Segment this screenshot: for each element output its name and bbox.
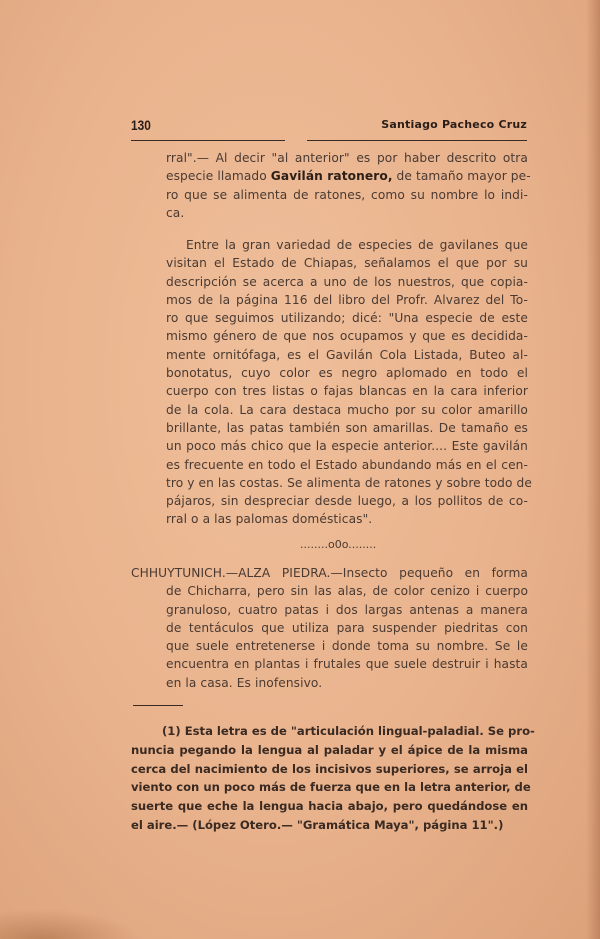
text-line: rral o a las palomas domésticas". — [166, 512, 373, 527]
text-line: ca. — [166, 205, 185, 220]
footnote-line: (1) Esta letra es de "articulación lingual-paladial. Se pro- — [162, 724, 535, 738]
header-rule-right — [307, 140, 527, 141]
page-edge-shadow — [586, 0, 600, 939]
header-rule-left — [131, 140, 285, 141]
footnote-line: cerca del nacimiento de los incisivos superiores, se arroja el — [131, 761, 528, 776]
text-line: mos de la página 116 del libro del Profr. Alvarez del To- — [166, 292, 528, 307]
text-line: ro que seguimos utilizando; dicé: "Una especie de este — [166, 311, 528, 326]
text-line: descripción se acerca a uno de los nuestros, que copia- — [166, 274, 528, 289]
text-line: ro que se alimenta de ratones, como su nombre lo indi- — [166, 187, 528, 202]
page-number: 130 — [131, 117, 151, 133]
text-line: pájaros, sin despreciar desde luego, a los pollitos de co- — [166, 494, 528, 509]
text-line: de la cola. La cara destaca mucho por su color amarillo — [166, 402, 528, 417]
footnote-line: viento con un poco más de fuerza que en la letra anterior, de — [131, 780, 531, 795]
text-line: es frecuente en todo el Estado abundando más en el cen- — [166, 457, 528, 472]
text-line: Entre la gran variedad de especies de gavilanes que — [186, 238, 528, 252]
text-line: tro y en las costas. Se alimenta de ratones y sobre todo de — [166, 475, 532, 490]
text-line: bonotatus, cuyo color es negro aplomado en todo el — [166, 366, 528, 381]
page-header — [131, 117, 527, 137]
page-stain — [0, 909, 140, 939]
footnote-line: el aire.— (López Otero.— "Gramática Maya", página 11".) — [131, 817, 504, 832]
text-line: encuentra en plantas i frutales que suele destruir i hasta — [166, 657, 528, 672]
text-line: brillante, las patas también son amarillas. De tamaño es — [166, 420, 528, 435]
text-line — [166, 167, 531, 185]
text-fragment: especie llamado — [166, 169, 271, 184]
glossary-entry — [131, 564, 528, 692]
text-line: de tentáculos que utiliza para suspender piedritas con — [166, 620, 528, 635]
text-line: de Chicharra, pero sin las alas, de color cenizo i cuerpo — [166, 584, 528, 599]
paragraph-1 — [166, 149, 531, 222]
text-line: rral".— Al decir "al anterior" es por haber descrito otra — [166, 151, 528, 165]
footnote — [131, 722, 535, 835]
text-line: mismo género de que nos ocupamos y que es decidida- — [166, 329, 528, 344]
text-fragment: de tamaño mayor pe- — [392, 169, 531, 184]
bold-term: Gavilán ratonero, — [270, 169, 393, 184]
text-line: en la casa. Es inofensivo. — [166, 675, 323, 690]
paragraph-2 — [166, 236, 532, 529]
footnote-line: suerte que eche la lengua hacia abajo, pero quedándose en — [131, 799, 528, 814]
text-line: que suele entretenerse i donde toma su nombre. Se le — [166, 639, 528, 654]
footnote-rule — [133, 705, 183, 706]
text-line: cuerpo con tres listas o fajas blancas en la cara inferior — [166, 384, 528, 399]
text-line: visitan el Estado de Chiapas, señalamos el que por su — [166, 256, 528, 271]
section-separator: ........o0o........ — [300, 538, 377, 551]
text-line: granuloso, cuatro patas i dos largas antenas a manera — [166, 602, 528, 617]
footnote-line: nuncia pegando la lengua al paladar y el ápice de la misma — [131, 742, 528, 757]
text-line: un poco más chico que la especie anterior.... Este gavilán — [166, 439, 528, 454]
entry-headword-line: CHHUYTUNICH.—ALZA PIEDRA.—Insecto pequeño en forma — [131, 566, 528, 580]
text-line: mente ornitófaga, es el Gavilán Cola Listada, Buteo al- — [166, 347, 528, 362]
running-head: Santiago Pacheco Cruz — [381, 118, 527, 131]
